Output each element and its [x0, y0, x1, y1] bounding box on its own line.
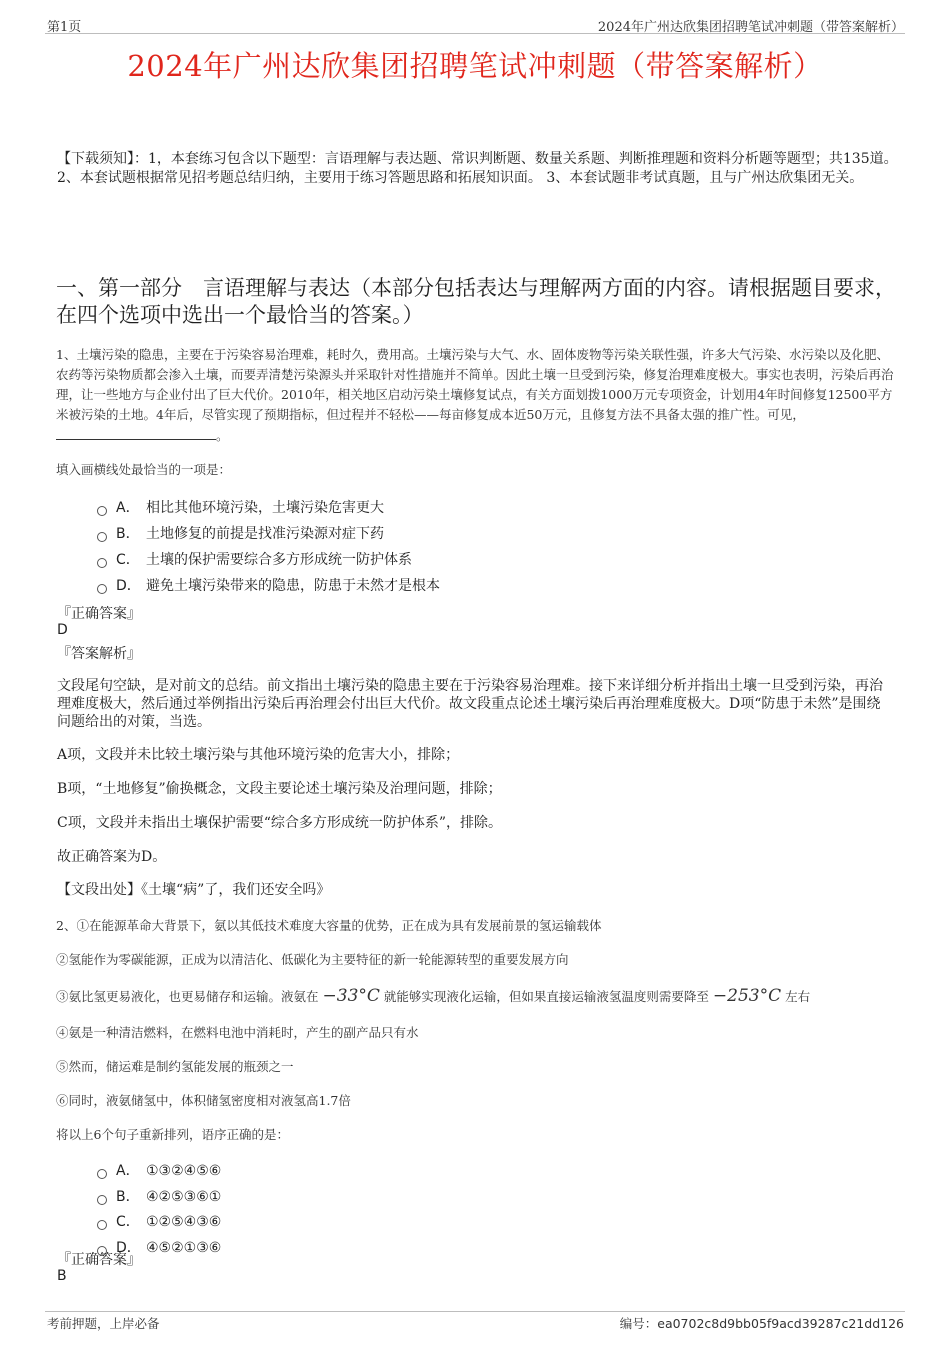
q2-sentence-3 — [56, 986, 810, 1006]
radio-icon[interactable] — [97, 558, 107, 568]
header-divider — [45, 33, 905, 34]
q2-option-b[interactable] — [97, 1186, 221, 1206]
q1-analysis-b: B项，“土地修复”偷换概念，文段主要论述土壤污染及治理问题，排除； — [57, 781, 502, 797]
option-text: 相比其他环境污染，土壤污染危害更大 — [146, 500, 384, 516]
radio-icon[interactable] — [97, 584, 107, 594]
q1-option-c[interactable] — [97, 549, 412, 569]
q2-sentence-1: 2、①在能源革命大背景下，氨以其低技术难度大容量的优势，正在成为具有发展前景的氢运输载体 — [56, 918, 602, 933]
radio-icon[interactable] — [97, 1195, 107, 1205]
q2-sentence-3-part-2: 就能够实现液化运输，但如果直接运输液氢温度则需要降至 — [383, 989, 709, 1004]
radio-icon[interactable] — [97, 532, 107, 542]
footer-divider — [45, 1311, 905, 1312]
q2-option-c[interactable] — [97, 1211, 221, 1231]
q1-analysis-label: 『答案解析』 — [57, 646, 141, 662]
option-text: ④⑤②①③⑥ — [146, 1240, 222, 1256]
option-letter: C． — [116, 1214, 140, 1230]
option-letter: A． — [116, 500, 140, 516]
footer-slogan: 考前押题，上岸必备 — [47, 1316, 160, 1331]
option-text: ①②⑤④③⑥ — [146, 1214, 222, 1230]
fill-blank — [56, 425, 216, 440]
q1-option-d[interactable] — [97, 575, 440, 595]
q2-answer: B — [57, 1268, 67, 1284]
option-text: 避免土壤污染带来的隐患，防患于未然才是根本 — [146, 578, 440, 594]
document-title: 2024年广州达欣集团招聘笔试冲刺题（带答案解析） — [127, 49, 823, 83]
option-text: ①③②④⑤⑥ — [146, 1163, 222, 1179]
footer-code-value: ea0702c8d9bb05f9acd39287c21dd126 — [657, 1316, 904, 1331]
q1-analysis-a: A项，文段并未比较土壤污染与其他环境污染的危害大小，排除； — [57, 747, 460, 763]
temperature-1: −33°C — [322, 986, 380, 1006]
option-letter: D． — [116, 1240, 141, 1256]
q2-sentence-4: ④氨是一种清洁燃料，在燃料电池中消耗时，产生的副产品只有水 — [56, 1025, 419, 1040]
radio-icon[interactable] — [97, 1169, 107, 1179]
q2-prompt: 将以上6个句子重新排列，语序正确的是： — [56, 1127, 289, 1142]
q2-answer-label: 『正确答案』 — [57, 1252, 141, 1268]
option-letter: D． — [116, 578, 141, 594]
header-doc-name: 2024年广州达欣集团招聘笔试冲刺题（带答案解析） — [597, 20, 904, 35]
option-letter: B． — [116, 526, 140, 542]
option-text: 土壤的保护需要综合多方形成统一防护体系 — [146, 552, 412, 568]
q2-sentence-6: ⑥同时，液氨储氢中，体积储氢密度相对液氢高1.7倍 — [56, 1093, 351, 1108]
q1-option-a[interactable] — [97, 497, 384, 517]
radio-icon[interactable] — [97, 1220, 107, 1230]
radio-icon[interactable] — [97, 506, 107, 516]
q2-sentence-3-part-1: ③氨比氢更易液化，也更易储存和运输。液氨在 — [56, 989, 319, 1004]
q1-analysis-summary: 文段尾句空缺，是对前文的总结。前文指出土壤污染的隐患主要在于污染容易治理难。接下来详细分析并指出土壤一旦受到污染，再治理难度极大，然后通过举例指出污染后再治理会付出巨大代价。故文段重点论述土壤污染后再治理难度极大。D项“防患于未然”是围绕问题给出的对策，当选。 — [57, 678, 883, 730]
q2-sentence-2: ②氢能作为零碳能源，正成为以清洁化、低碳化为主要特征的新一轮能源转型的重要发展方向 — [56, 952, 569, 967]
option-text: 土地修复的前提是找准污染源对症下药 — [146, 526, 384, 542]
question-1-text — [56, 345, 898, 446]
question-1-end-mark: 。 — [216, 428, 229, 443]
footer-code-label: 编号： — [619, 1316, 658, 1331]
q1-answer: D — [57, 622, 68, 638]
option-letter: C． — [116, 552, 140, 568]
option-text: ④②⑤③⑥① — [146, 1189, 222, 1205]
download-notice: 【下载须知】：1，本套练习包含以下题型：言语理解与表达题、常识判断题、数量关系题、判断推理题和资料分析题等题型；共135道。 2、本套试题根据常见招考题总结归纳，主要用于练习答题思路和拓展知识面。 3、本套试题非考试真题，且与广州达欣集团无关。 — [57, 151, 898, 186]
temperature-2: −253°C — [712, 986, 782, 1006]
section-heading: 一、第一部分 言语理解与表达（本部分包括表达与理解两方面的内容。请根据题目要求，在四个选项中选出一个最恰当的答案。） — [56, 276, 896, 327]
option-letter: B． — [116, 1189, 140, 1205]
option-letter: A． — [116, 1163, 140, 1179]
q1-answer-label: 『正确答案』 — [57, 606, 141, 622]
q1-source: 【文段出处】《土壤“病”了，我们还安全吗》 — [57, 882, 331, 898]
q1-analysis-c: C项，文段并未指出土壤保护需要“综合多方形成统一防护体系”，排除。 — [57, 815, 503, 831]
question-1-body: 1、土壤污染的隐患，主要在于污染容易治理难，耗时久，费用高。土壤污染与大气、水、固体废物等污染关联性强，许多大气污染、水污染以及化肥、农药等污染物质都会渗入土壤，而要弄清楚污染源头并采取针对性措施并不简单。因此土壤一旦受到污染，修复治理难度极大。事实也表明，污染后再治理，让一些地方与企业付出了巨大代价。2010年，相关地区启动污染土壤修复试点，有关方面划拨1000万元专项资金，计划用4年时间修复12500平方米被污染的土地。4年后，尽管实现了预期指标，但过程并不轻松——每亩修复成本近50万元，且修复方法不具备太强的推广性。可见， — [56, 347, 894, 422]
q2-sentence-5: ⑤然而，储运难是制约氢能发展的瓶颈之一 — [56, 1059, 294, 1074]
q1-option-b[interactable] — [97, 523, 384, 543]
footer-code — [620, 1314, 904, 1332]
q2-option-a[interactable] — [97, 1160, 221, 1180]
question-1-prompt: 填入画横线处最恰当的一项是： — [56, 462, 232, 477]
header-page-number: 第1页 — [47, 20, 82, 35]
q1-analysis-conclusion: 故正确答案为D。 — [57, 849, 167, 865]
q2-sentence-3-part-3: 左右 — [785, 989, 811, 1004]
